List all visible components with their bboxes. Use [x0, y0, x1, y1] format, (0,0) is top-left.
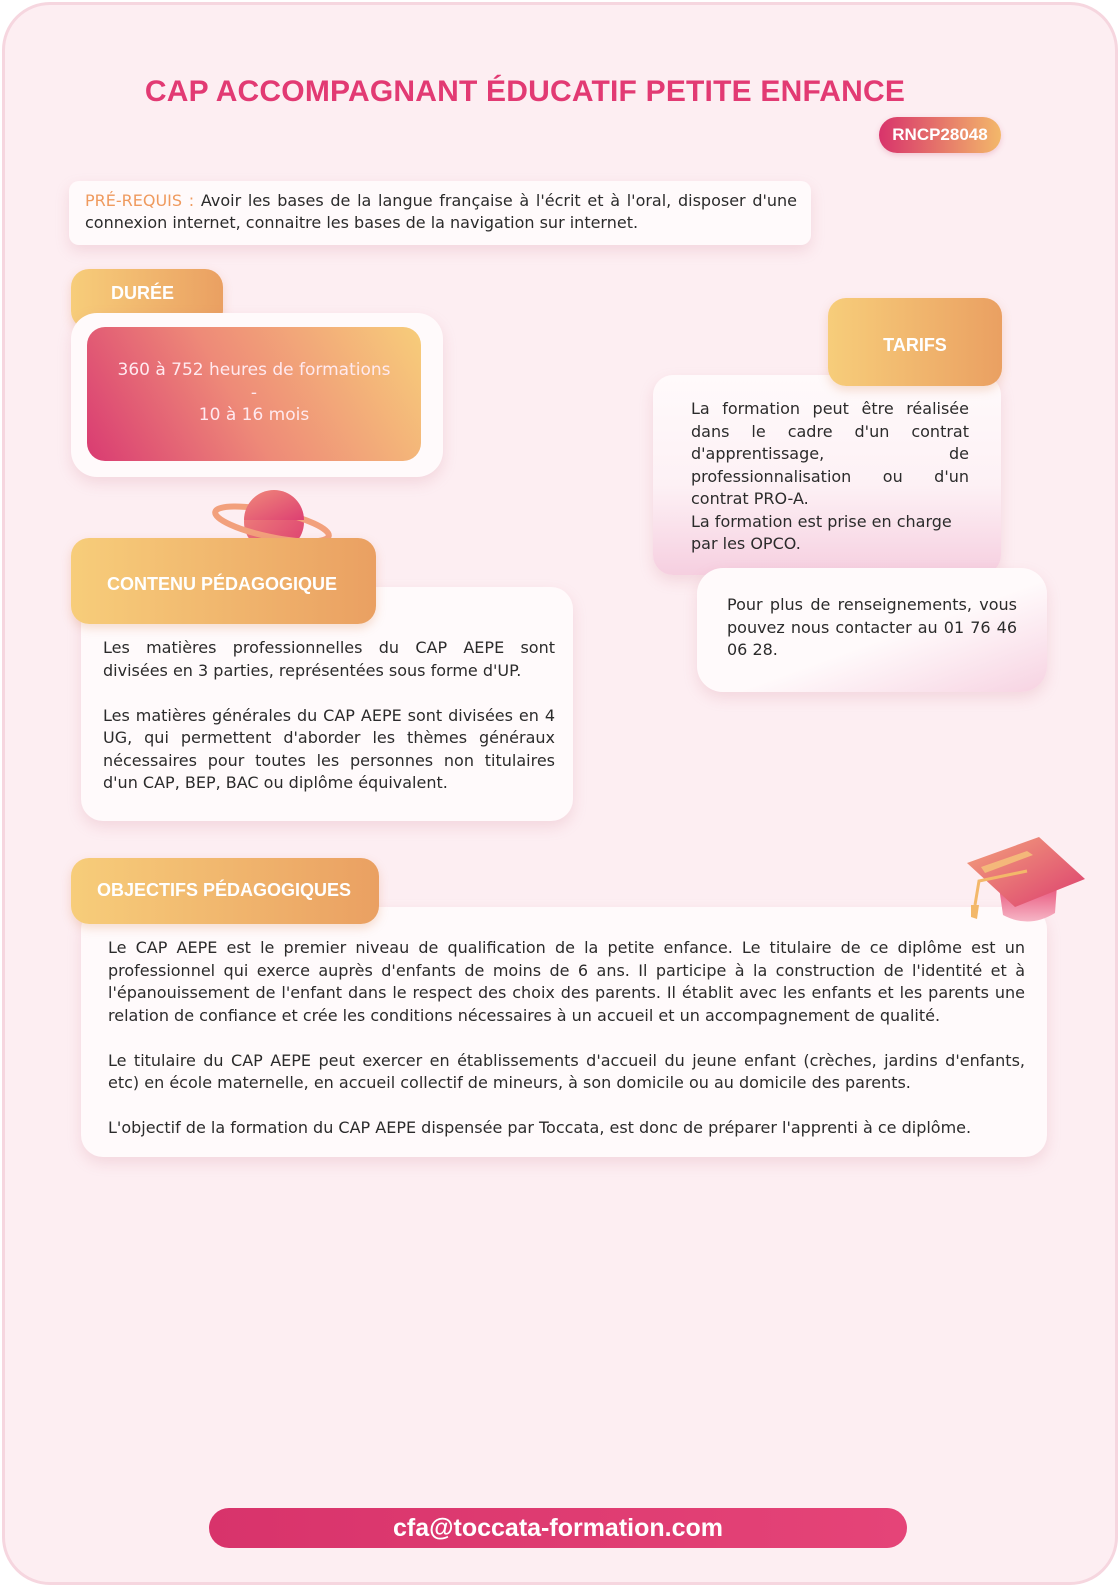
email-link[interactable]: cfa@toccata-formation.com	[209, 1508, 907, 1548]
duree-heading: DURÉE	[71, 269, 223, 329]
prerequis-box	[69, 181, 811, 245]
contact-text: Pour plus de renseignements, vous pouvez nous contacter au 01 76 46 06 28.	[727, 595, 1017, 659]
objectifs-heading: OBJECTIFS PÉDAGOGIQUES	[71, 858, 379, 924]
contact-card	[697, 568, 1047, 692]
tarifs-text-1: La formation peut être réalisée dans le cadre d'un contrat d'apprentissage, de professionnalisation ou d'un contrat PRO-A.	[691, 399, 969, 508]
objectifs-paragraph-1: Le CAP AEPE est le premier niveau de qualification de la petite enfance. Le titulaire de ce diplôme est un professionnel qui exerce auprès d'enfants de moins de 6 ans. Il participe à la construction de l'identité et à l'épanouissement de l'enfant dans le respect des choix des parents. Il établit avec les enfants et les parents une relation de confiance et crée les conditions nécessaires à un accueil et un accompagnement de qualité.	[108, 938, 1025, 1025]
prerequis-label: PRÉ-REQUIS :	[85, 191, 195, 210]
rncp-badge: RNCP28048	[879, 117, 1001, 153]
contenu-paragraph-2: Les matières générales du CAP AEPE sont divisées en 4 UG, qui permettent d'aborder les thèmes généraux nécessaires pour toutes les personnes non titulaires d'un CAP, BEP, BAC ou diplôme équivalent.	[103, 705, 555, 792]
tarifs-text-2: La formation est prise en charge par les OPCO.	[691, 511, 952, 553]
graduation-cap-icon	[963, 835, 1089, 931]
duree-hours: 360 à 752 heures de formations	[117, 360, 391, 380]
duree-months: 10 à 16 mois	[198, 405, 310, 425]
duree-separator: -	[250, 382, 258, 403]
tarifs-card	[653, 375, 1001, 575]
page-title: CAP ACCOMPAGNANT ÉDUCATIF PETITE ENFANCE	[144, 75, 906, 108]
objectifs-paragraph-3: L'objectif de la formation du CAP AEPE dispensée par Toccata, est donc de préparer l'apprenti à ce diplôme.	[108, 1118, 972, 1137]
contenu-heading: CONTENU PÉDAGOGIQUE	[71, 538, 376, 624]
brochure-page	[2, 2, 1118, 1585]
tarifs-heading: TARIFS	[828, 298, 1002, 386]
contenu-paragraph-1: Les matières professionnelles du CAP AEPE sont divisées en 3 parties, représentées sous forme d'UP.	[103, 638, 555, 680]
objectifs-card	[81, 907, 1047, 1157]
objectifs-paragraph-2: Le titulaire du CAP AEPE peut exercer en établissements d'accueil du jeune enfant (crèches, jardins d'enfants, etc) en école maternelle, en accueil collectif de mineurs, à son domicile ou au domicile des parents.	[108, 1050, 1025, 1092]
duree-panel	[87, 327, 421, 461]
prerequis-text: Avoir les bases de la langue française à l'écrit et à l'oral, disposer d'une connexion internet, connaitre les bases de la navigation sur internet.	[85, 191, 798, 232]
